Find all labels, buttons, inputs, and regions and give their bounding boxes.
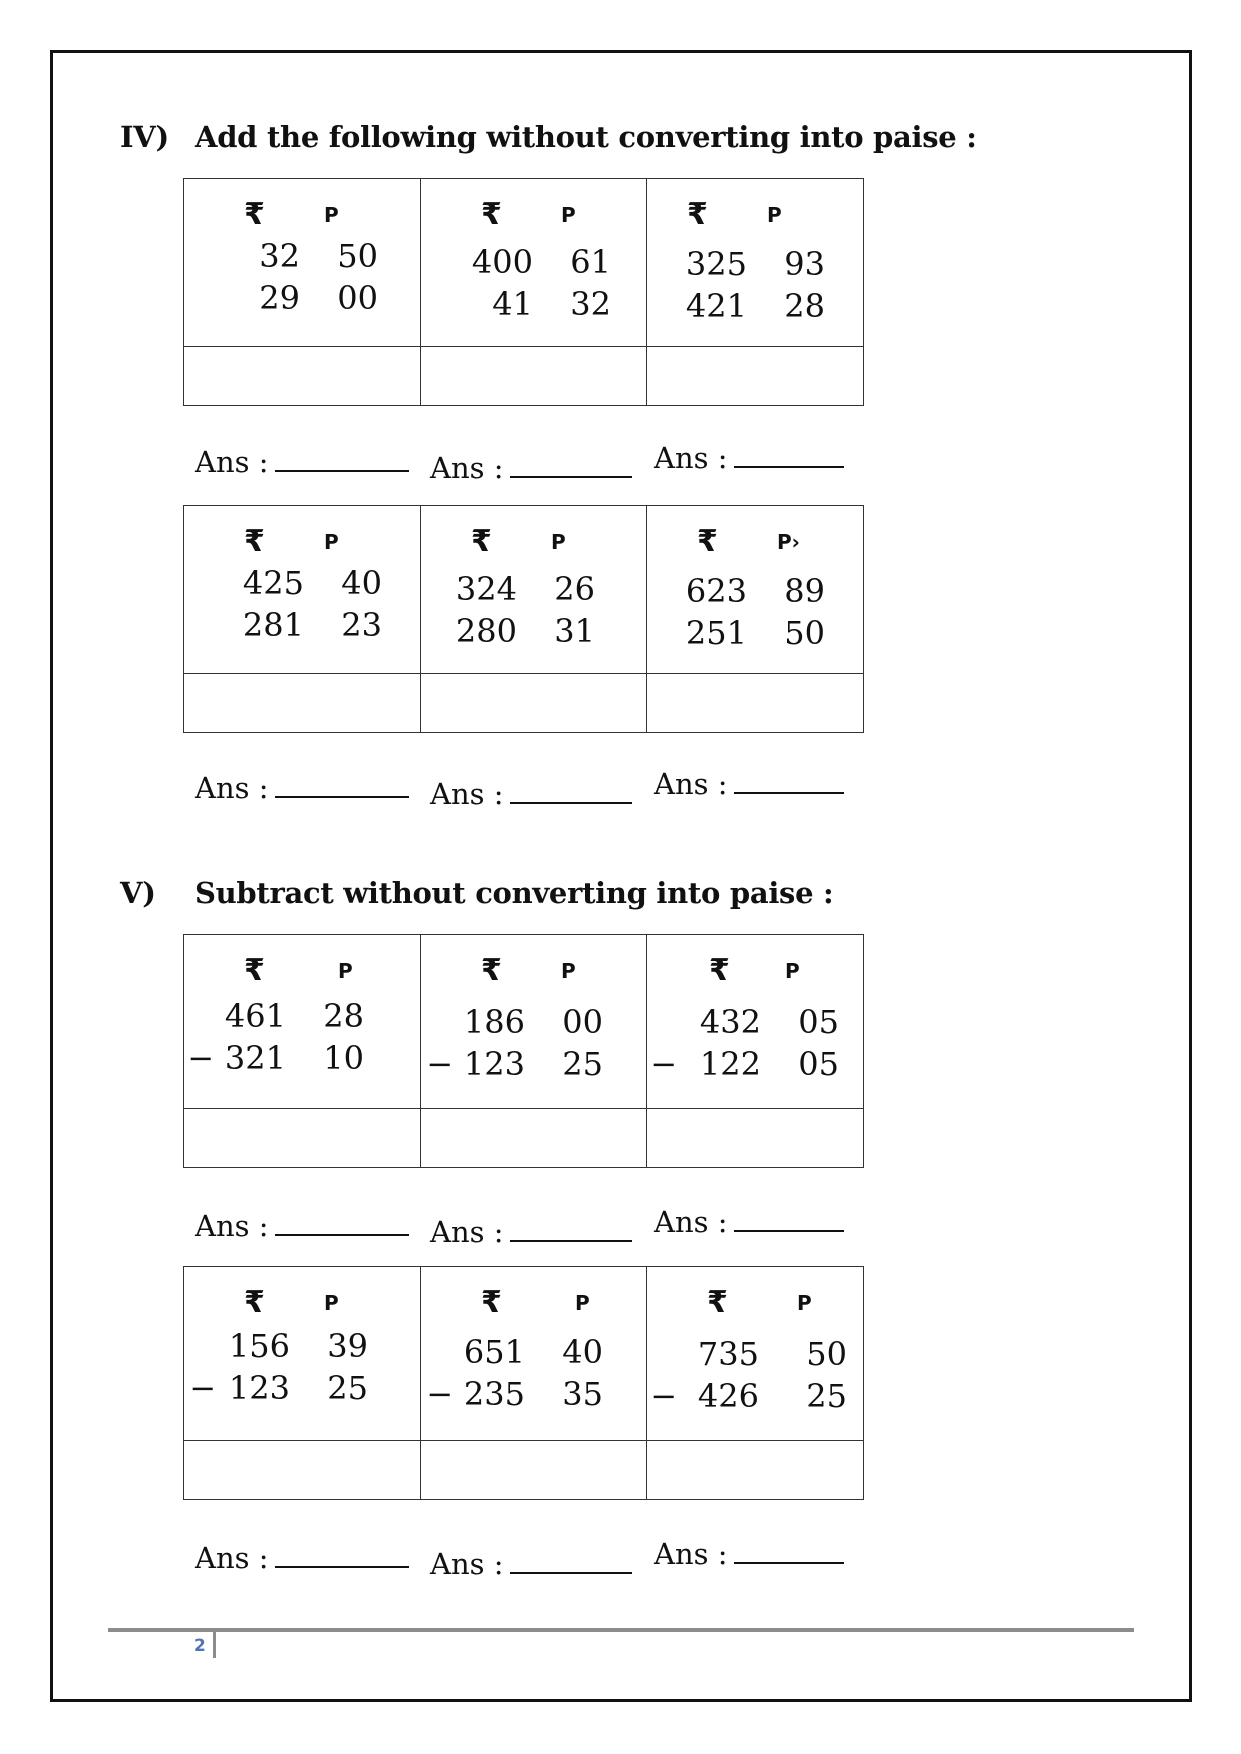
section-title: Subtract without converting into paise :	[195, 876, 834, 910]
paise-value: 28	[784, 287, 825, 325]
top-amount	[643, 1333, 847, 1375]
rupees-value: 280	[455, 612, 517, 650]
rupee-symbol: ₹	[687, 197, 708, 232]
page-number-divider	[213, 1632, 216, 1658]
paise-value: 25	[327, 1369, 368, 1407]
bottom-amount	[198, 604, 382, 646]
paise-value: 31	[554, 612, 595, 650]
rupees-value: 324	[455, 570, 517, 608]
paise-value: 25	[562, 1045, 603, 1083]
answer-cell[interactable]	[421, 1109, 646, 1167]
top-amount	[419, 1331, 603, 1373]
answer-cell[interactable]	[421, 1441, 646, 1499]
minus-sign: −	[187, 1039, 214, 1077]
bottom-amount	[194, 277, 378, 319]
rupees-value: 122	[699, 1045, 761, 1083]
answer-cell[interactable]	[647, 674, 863, 732]
answer-blank[interactable]: Ans :	[654, 1536, 844, 1571]
rupees-value: 123	[463, 1045, 525, 1083]
paise-value: 28	[323, 997, 364, 1035]
answer-blank[interactable]: Ans :	[195, 1540, 409, 1575]
paise-value: 05	[798, 1003, 839, 1041]
problem-cell	[421, 935, 646, 1108]
paise-label: P›	[777, 530, 800, 554]
rupee-symbol: ₹	[244, 524, 265, 559]
paise-label: P	[324, 1291, 339, 1315]
bottom-amount	[643, 1375, 847, 1417]
problem-cell	[184, 506, 420, 673]
paise-value: 35	[562, 1375, 603, 1413]
rupee-symbol: ₹	[709, 953, 730, 988]
rupees-value: 432	[699, 1003, 761, 1041]
problem-table	[183, 505, 864, 733]
rupees-value: 32	[259, 237, 300, 275]
rupee-symbol: ₹	[481, 953, 502, 988]
paise-value: 40	[341, 564, 382, 602]
rupees-value: 321	[224, 1039, 286, 1077]
rupees-value: 186	[463, 1003, 525, 1041]
section-title: Add the following without converting into paise :	[195, 120, 977, 154]
bottom-amount	[180, 1037, 364, 1079]
paise-label: P	[767, 203, 782, 227]
answer-blank[interactable]: Ans :	[195, 770, 409, 805]
rupees-value: 426	[697, 1377, 759, 1415]
answer-cell[interactable]	[647, 1441, 863, 1499]
answer-blank[interactable]: Ans :	[195, 1208, 409, 1243]
problem-cell	[421, 179, 646, 346]
top-amount	[427, 241, 611, 283]
top-amount	[198, 562, 382, 604]
paise-label: P	[324, 203, 339, 227]
rupees-value: 281	[242, 606, 304, 644]
paise-value: 50	[784, 614, 825, 652]
problem-cell	[647, 935, 863, 1108]
answer-blank[interactable]: Ans :	[195, 444, 409, 479]
answer-blank[interactable]: Ans :	[654, 1204, 844, 1239]
bottom-amount	[641, 285, 825, 327]
section-number: IV)	[120, 120, 169, 154]
rupees-value: 400	[471, 243, 533, 281]
paise-value: 25	[806, 1377, 847, 1415]
section-heading-v	[120, 876, 833, 910]
top-amount	[180, 995, 364, 1037]
paise-value: 61	[570, 243, 611, 281]
paise-value: 89	[784, 572, 825, 610]
paise-label: P	[551, 530, 566, 554]
rupees-value: 235	[463, 1375, 525, 1413]
paise-label: P	[561, 203, 576, 227]
paise-value: 00	[562, 1003, 603, 1041]
top-amount	[641, 243, 825, 285]
problem-cell	[647, 179, 863, 346]
paise-label: P	[785, 959, 800, 983]
problem-cell	[647, 1267, 863, 1440]
answer-cell[interactable]	[421, 674, 646, 732]
answer-cell[interactable]	[184, 347, 420, 405]
rupees-value: 325	[685, 245, 747, 283]
rupee-symbol: ₹	[471, 524, 492, 559]
problem-table	[183, 178, 864, 406]
bottom-amount	[643, 1043, 839, 1085]
section-number: V)	[120, 876, 156, 910]
answer-blank[interactable]: Ans :	[430, 450, 632, 485]
problem-cell	[184, 1267, 420, 1440]
answer-cell[interactable]	[184, 1441, 420, 1499]
top-amount	[419, 1001, 603, 1043]
top-amount	[643, 1001, 839, 1043]
section-heading-iv	[120, 120, 977, 154]
top-amount	[641, 570, 825, 612]
paise-value: 10	[323, 1039, 364, 1077]
paise-label: P	[797, 1291, 812, 1315]
bottom-amount	[419, 1043, 603, 1085]
rupees-value: 29	[259, 279, 300, 317]
rupee-symbol: ₹	[244, 197, 265, 232]
paise-value: 39	[327, 1327, 368, 1365]
rupees-value: 421	[685, 287, 747, 325]
paise-value: 26	[554, 570, 595, 608]
rupee-symbol: ₹	[481, 197, 502, 232]
rupees-value: 623	[685, 572, 747, 610]
rupee-symbol: ₹	[244, 953, 265, 988]
bottom-amount	[641, 612, 825, 654]
paise-value: 32	[570, 285, 611, 323]
bottom-amount	[427, 283, 611, 325]
answer-blank[interactable]: Ans :	[430, 1214, 632, 1249]
minus-sign: −	[650, 1377, 677, 1415]
bottom-amount	[411, 610, 595, 652]
problem-cell	[421, 1267, 646, 1440]
answer-cell[interactable]	[421, 347, 646, 405]
problem-table	[183, 1266, 864, 1500]
minus-sign: −	[426, 1045, 453, 1083]
paise-label: P	[338, 959, 353, 983]
problem-cell	[421, 506, 646, 673]
problem-table	[183, 934, 864, 1168]
rupees-value: 461	[224, 997, 286, 1035]
problem-cell	[184, 179, 420, 346]
page-number: 2	[194, 1636, 206, 1656]
answer-cell[interactable]	[647, 1109, 863, 1167]
rupees-value: 735	[697, 1335, 759, 1373]
rupees-value: 251	[685, 614, 747, 652]
answer-cell[interactable]	[647, 347, 863, 405]
answer-blank[interactable]: Ans :	[654, 766, 844, 801]
paise-value: 05	[798, 1045, 839, 1083]
answer-blank[interactable]: Ans :	[654, 440, 844, 475]
rupees-value: 41	[492, 285, 533, 323]
paise-value: 40	[562, 1333, 603, 1371]
rupees-value: 651	[463, 1333, 525, 1371]
paise-value: 23	[341, 606, 382, 644]
rupees-value: 425	[242, 564, 304, 602]
answer-blank[interactable]: Ans :	[430, 1546, 632, 1581]
answer-cell[interactable]	[184, 674, 420, 732]
paise-value: 50	[337, 237, 378, 275]
top-amount	[194, 235, 378, 277]
problem-cell	[647, 506, 863, 673]
paise-label: P	[324, 530, 339, 554]
footer-rule	[108, 1628, 1134, 1632]
minus-sign: −	[650, 1045, 677, 1083]
minus-sign: −	[189, 1369, 216, 1407]
paise-value: 50	[806, 1335, 847, 1373]
top-amount	[182, 1325, 368, 1367]
bottom-amount	[419, 1373, 603, 1415]
problem-cell	[184, 935, 420, 1108]
paise-value: 93	[784, 245, 825, 283]
paise-label: P	[575, 1291, 590, 1315]
rupee-symbol: ₹	[244, 1285, 265, 1320]
answer-blank[interactable]: Ans :	[430, 776, 632, 811]
minus-sign: −	[426, 1375, 453, 1413]
answer-cell[interactable]	[184, 1109, 420, 1167]
rupee-symbol: ₹	[481, 1285, 502, 1320]
rupees-value: 123	[228, 1369, 290, 1407]
rupee-symbol: ₹	[697, 524, 718, 559]
paise-value: 00	[337, 279, 378, 317]
paise-label: P	[561, 959, 576, 983]
bottom-amount	[182, 1367, 368, 1409]
rupees-value: 156	[228, 1327, 290, 1365]
top-amount	[411, 568, 595, 610]
rupee-symbol: ₹	[707, 1285, 728, 1320]
